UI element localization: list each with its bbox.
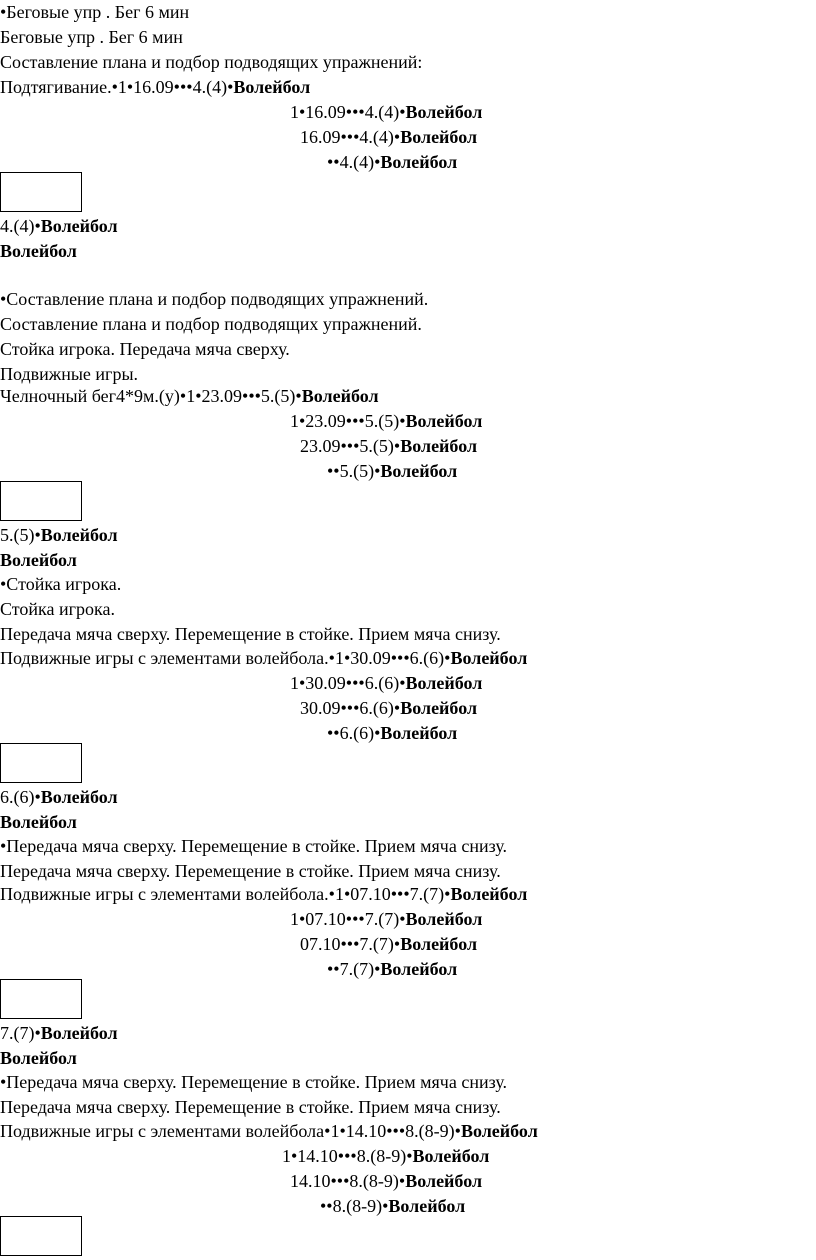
centered-line: 23.09•••5.(5)•Волейбол — [300, 436, 478, 456]
text-line: •Беговые упр . Бег 6 мин — [0, 2, 190, 22]
text-line: 5.(5)•Волейбол — [0, 525, 118, 545]
empty-box — [0, 743, 82, 783]
centered-line: 30.09•••6.(6)•Волейбол — [300, 698, 478, 718]
centered-line: 07.10•••7.(7)•Волейбол — [300, 934, 478, 954]
text-line: Волейбол — [0, 812, 77, 832]
centered-line: ••7.(7)•Волейбол — [327, 959, 458, 979]
text-line: Составление плана и подбор подводящих упражнений. — [0, 314, 422, 334]
centered-line: 1•07.10•••7.(7)•Волейбол — [290, 909, 483, 929]
centered-line: 1•14.10•••8.(8-9)•Волейбол — [282, 1146, 490, 1166]
centered-line: ••5.(5)•Волейбол — [327, 461, 458, 481]
centered-line: ••6.(6)•Волейбол — [327, 723, 458, 743]
text-line: Передача мяча сверху. Перемещение в стойке. Прием мяча снизу. — [0, 861, 501, 881]
text-line: Передача мяча сверху. Перемещение в стойке. Прием мяча снизу. — [0, 624, 501, 644]
text-line: Волейбол — [0, 241, 77, 261]
text-line: Челночный бег4*9м.(у)•1•23.09•••5.(5)•Волейбол — [0, 386, 379, 406]
text-line: Волейбол — [0, 550, 77, 570]
text-line: Подвижные игры с элементами волейбола•1•14.10•••8.(8-9)•Волейбол — [0, 1121, 538, 1141]
text-line: 7.(7)•Волейбол — [0, 1023, 118, 1043]
centered-line: 1•23.09•••5.(5)•Волейбол — [290, 411, 483, 431]
empty-box — [0, 1216, 82, 1256]
centered-line: ••8.(8-9)•Волейбол — [320, 1196, 466, 1216]
text-line: •Стойка игрока. — [0, 574, 122, 594]
text-line: Составление плана и подбор подводящих упражнений: — [0, 52, 423, 72]
text-line: Подтягивание.•1•16.09•••4.(4)•Волейбол — [0, 77, 311, 97]
centered-line: 16.09•••4.(4)•Волейбол — [300, 127, 478, 147]
empty-box — [0, 979, 82, 1019]
centered-line: 14.10•••8.(8-9)•Волейбол — [290, 1171, 483, 1191]
text-line: Подвижные игры с элементами волейбола.•1•30.09•••6.(6)•Волейбол — [0, 648, 528, 668]
text-line: •Передача мяча сверху. Перемещение в стойке. Прием мяча снизу. — [0, 1072, 508, 1092]
text-line: Беговые упр . Бег 6 мин — [0, 27, 183, 47]
centered-line: 1•30.09•••6.(6)•Волейбол — [290, 673, 483, 693]
centered-line: 1•16.09•••4.(4)•Волейбол — [290, 102, 483, 122]
text-line: Стойка игрока. Передача мяча сверху. — [0, 339, 290, 359]
text-line: Передача мяча сверху. Перемещение в стойке. Прием мяча снизу. — [0, 1097, 501, 1117]
text-line: Стойка игрока. — [0, 599, 115, 619]
text-line: 4.(4)•Волейбол — [0, 216, 118, 236]
empty-box — [0, 172, 82, 212]
text-line: Подвижные игры с элементами волейбола.•1•07.10•••7.(7)•Волейбол — [0, 884, 528, 904]
centered-line: ••4.(4)•Волейбол — [327, 152, 458, 172]
empty-box — [0, 481, 82, 521]
text-line: 6.(6)•Волейбол — [0, 787, 118, 807]
text-line: •Передача мяча сверху. Перемещение в стойке. Прием мяча снизу. — [0, 836, 508, 856]
text-line: Волейбол — [0, 1048, 77, 1068]
text-line: •Составление плана и подбор подводящих упражнений. — [0, 289, 429, 309]
text-line: Подвижные игры. — [0, 364, 139, 384]
